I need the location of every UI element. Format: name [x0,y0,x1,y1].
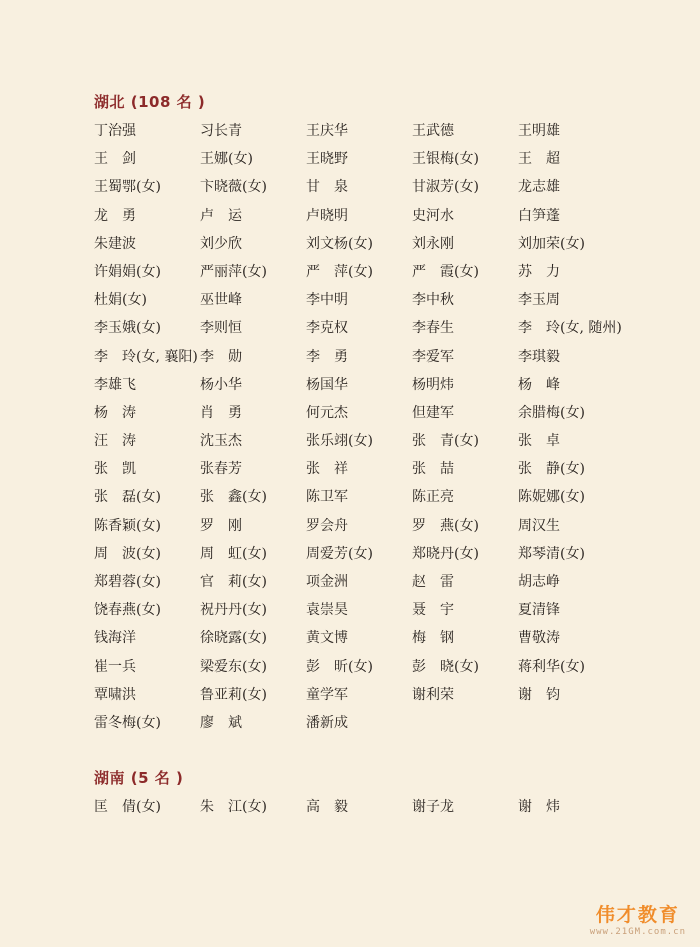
name-cell: 但建军 [412,404,454,421]
name-cell: 张春芳 [200,461,242,478]
name-cell: 杨国华 [306,376,348,393]
name-cell: 李则恒 [200,320,242,337]
name-cell: 李 勇 [306,348,348,365]
watermark-logo [590,900,686,937]
section-title-hunan: 湖南 (5 名 ) [94,769,184,787]
name-cell: 袁崇昊 [306,602,348,619]
name-cell: 曹敬涛 [518,630,560,647]
name-cell: 张 祥 [306,461,348,478]
name-cell: 王明雄 [518,123,560,139]
name-cell: 卢 运 [200,207,242,224]
name-cell: 巫世峰 [200,292,242,309]
name-cell: 张 喆 [412,461,454,478]
name-cell: 张 静(女) [518,461,585,478]
name-cell: 廖 斌 [200,714,242,731]
name-cell: 彭 昕(女) [306,658,373,675]
name-cell: 王晓野 [306,151,348,168]
name-cell: 陈正亮 [412,489,454,506]
name-cell: 周 虹(女) [200,545,267,562]
name-cell: 王娜(女) [200,151,253,168]
name-cell: 胡志峥 [518,574,560,590]
name-cell: 何元杰 [306,404,348,421]
name-cell: 周 波(女) [94,545,161,562]
name-cell: 李雄飞 [94,376,136,393]
name-cell: 王庆华 [306,123,348,139]
name-cell: 卞晓薇(女) [200,179,267,196]
name-cell: 李中秋 [412,292,454,309]
name-cell: 祝丹丹(女) [200,602,267,619]
name-cell: 刘加荣(女) [518,235,585,252]
name-cell: 白笋蓬 [518,207,560,224]
name-cell: 杨小华 [200,376,242,393]
name-cell: 匡 倩(女) [94,799,161,815]
name-cell: 李琪毅 [518,348,560,365]
name-cell: 高 毅 [306,799,348,815]
name-cell: 蒋利华(女) [518,658,585,675]
name-cell: 刘永刚 [412,235,454,252]
name-cell: 张 青(女) [412,433,479,450]
name-cell: 陈妮娜(女) [518,489,585,506]
name-cell: 刘文杨(女) [306,235,373,252]
name-cell: 龙 勇 [94,207,136,224]
name-cell: 李克权 [306,320,348,337]
name-cell: 杨明炜 [412,376,454,393]
name-cell: 朱建波 [94,235,136,252]
name-cell: 沈玉杰 [200,433,242,450]
name-cell: 童学军 [306,686,348,703]
name-cell: 刘少欣 [200,235,242,252]
name-cell: 张 磊(女) [94,489,161,506]
name-cell: 周爱芳(女) [306,545,373,562]
name-cell: 张 鑫(女) [200,489,267,506]
name-cell: 李玉周 [518,292,560,309]
name-cell: 谢 炜 [518,799,560,815]
name-cell: 潘新成 [306,714,348,731]
name-cell: 彭 晓(女) [412,658,479,675]
name-cell: 鲁亚莉(女) [200,686,267,703]
name-cell: 习长青 [200,123,242,139]
name-cell: 王武德 [412,123,454,139]
name-cell: 徐晓露(女) [200,630,267,647]
name-cell: 杨 峰 [518,376,560,393]
section-title-hubei: 湖北 (108 名 ) [94,93,206,111]
name-cell: 罗 刚 [200,517,242,534]
watermark-url: www.21GM.com.cn [589,927,686,937]
name-cell: 杨 涛 [94,404,136,421]
name-cell: 谢子龙 [412,799,454,815]
name-cell: 谢 钧 [518,686,560,703]
name-cell: 周汉生 [518,517,560,534]
name-cell: 李玉娥(女) [94,320,161,337]
name-cell: 许娟娟(女) [94,263,161,280]
name-cell: 郑碧蓉(女) [94,574,161,590]
name-cell: 郑琴清(女) [518,545,585,562]
name-cell: 赵 雷 [412,574,454,590]
name-cell: 覃啸洪 [94,686,136,703]
name-cell: 陈香颖(女) [94,517,161,534]
name-cell: 余腊梅(女) [518,404,585,421]
name-cell: 陈卫军 [306,489,348,506]
name-cell: 苏 力 [518,263,560,280]
name-cell: 张 凯 [94,461,136,478]
name-cell: 李 玲(女, 随州) [518,320,622,337]
name-cell: 李中明 [306,292,348,309]
name-cell: 李 玲(女, 襄阳) [94,348,198,365]
name-cell: 史河水 [412,207,454,224]
name-cell: 甘 泉 [306,179,348,196]
name-cell: 崔一兵 [94,658,136,675]
name-cell: 严丽萍(女) [200,263,267,280]
watermark-title: 伟才教育 [595,904,680,926]
name-grid-hubei [94,117,634,737]
name-cell: 卢晓明 [306,207,348,224]
name-cell: 谢利荣 [412,686,454,703]
name-cell: 夏清锋 [518,602,560,619]
name-cell: 张乐翊(女) [306,433,373,450]
name-cell: 罗会舟 [306,517,348,534]
name-cell: 张 卓 [518,433,560,450]
name-cell: 甘淑芳(女) [412,179,479,196]
name-grid-hunan [94,793,634,821]
name-cell: 官 莉(女) [200,574,267,590]
name-cell: 严 萍(女) [306,263,373,280]
name-cell: 梁爱东(女) [200,658,267,675]
name-cell: 梅 钢 [412,630,454,647]
name-cell: 饶春燕(女) [94,602,161,619]
name-cell: 王蜀鄂(女) [94,179,161,196]
name-cell: 钱海洋 [94,630,136,647]
name-cell: 汪 涛 [94,433,136,450]
name-cell: 黄文博 [306,630,348,647]
name-cell: 项金洲 [306,574,348,590]
name-cell: 罗 燕(女) [412,517,479,534]
name-cell: 朱 江(女) [200,799,267,815]
name-cell: 郑晓丹(女) [412,545,479,562]
name-cell: 王银梅(女) [412,151,479,168]
name-cell: 严 霞(女) [412,263,479,280]
name-cell: 肖 勇 [200,404,242,421]
name-cell: 聂 宇 [412,602,454,619]
name-cell: 雷冬梅(女) [94,714,161,731]
name-cell: 李春生 [412,320,454,337]
name-cell: 丁治强 [94,123,136,139]
name-cell: 王 超 [518,151,560,168]
name-cell: 龙志雄 [518,179,560,196]
name-cell: 李爱军 [412,348,454,365]
name-cell: 王 剑 [94,151,136,168]
name-cell: 杜娟(女) [94,292,147,309]
name-cell: 李 勋 [200,348,242,365]
